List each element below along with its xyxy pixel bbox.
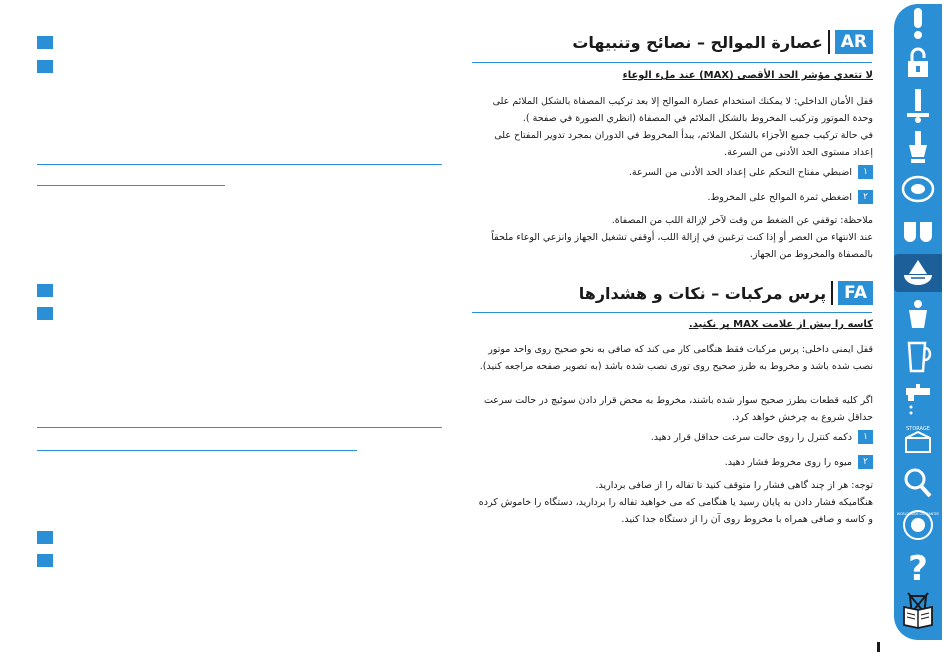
juicer-icon [901, 257, 935, 289]
ar-title: عصارة الموالح – نصائح وتنبيهات [572, 32, 823, 52]
step-number: ٢ [858, 190, 873, 204]
step-text: اضغطي ثمرة الموالح على المخروط. [707, 191, 852, 203]
fa-note-1: توجه: هر از چند گاهی فشار را متوقف کنید تا تفاله را از صافی بردارید. [595, 480, 873, 491]
fa-rule [472, 312, 872, 313]
storage-label: STORAGE [906, 426, 930, 432]
left-marker [37, 554, 53, 567]
tab-warning[interactable] [894, 4, 942, 42]
tab-cups[interactable] [894, 212, 942, 250]
tab-manual[interactable] [898, 600, 938, 632]
tab-mixer[interactable] [894, 86, 942, 124]
chapter-sidebar [894, 4, 942, 640]
fa-step-1 [651, 430, 873, 444]
ar-paragraph-2: في حالة تركيب جميع الأجزاء بالشكل الملائم، يبدأ المخروط في الدوران بمجرد تدوير المفتاح على إعداد مستوى الحد الأدنى من السرعة. [494, 130, 873, 158]
page-marker [877, 642, 880, 652]
search-icon [902, 466, 934, 500]
warning-icon [903, 6, 933, 40]
cups-icon [901, 216, 935, 246]
left-marker [37, 60, 53, 73]
fa-step-2 [725, 455, 873, 469]
ar-note-1: ملاحظة: توقفي عن الضغط من وقت لآخر لإزالة اللب من المصفاة. [611, 215, 873, 226]
globe-icon [896, 508, 940, 542]
left-rule [37, 450, 357, 451]
tab-slicer[interactable] [894, 170, 942, 208]
ar-heading [572, 27, 873, 57]
step-text: دکمه کنترل را روی حالت سرعت حداقل قرار دهید. [650, 431, 852, 443]
guarantee-label: WORLD-WIDE GUARANTEE [896, 512, 940, 516]
tab-questions[interactable] [894, 548, 942, 589]
tab-safety[interactable] [894, 44, 942, 82]
ar-step-2 [707, 190, 873, 204]
fa-heading [579, 278, 873, 308]
step-number: ١ [858, 165, 873, 179]
tap-icon [902, 382, 934, 416]
fa-note-2: هنگامیکه فشار دادن به پایان رسید یا هنگامی که می خواهید تفاله را بردارید، دستگاه را خاموش کرده و کاسه و صافی همراه با مخروط روی آن را از دستگاه جدا کنید. [478, 497, 873, 525]
tab-jug[interactable] [894, 338, 942, 376]
ar-paragraph-1: قفل الأمان الداخلي: لا يمكنك استخدام عصارة الموالح إلا بعد تركيب المصفاة بالشكل الملائم على وحدة الموتور وتركيب المخروط بالشكل الملائم في المصفاة (انظري الصورة في صفحة ). [492, 96, 873, 124]
heading-bar [828, 30, 830, 54]
tab-guarantee[interactable] [894, 506, 942, 544]
left-rule [37, 164, 442, 165]
tab-blender[interactable] [894, 128, 942, 166]
language-badge-fa: FA [838, 281, 873, 305]
storage-icon [901, 424, 935, 458]
tab-mill[interactable] [894, 296, 942, 334]
ar-rule [472, 62, 872, 63]
fa-title: پرس مرکبات – نکات و هشدارها [578, 283, 827, 303]
left-rule [37, 427, 442, 428]
step-text: اضبطي مفتاح التحكم على إعداد الحد الأدنى من السرعة. [628, 166, 852, 178]
fa-paragraph-1: قفل ایمنی داخلی: پرس مرکبات فقط هنگامی کار می کند که صافی به نحو صحیح روی واحد موتور نصب شده باشد و مخروط به طرز صحیح روی توری نصب شده باشد (به تصویر صفحه مراجعه کنید). [479, 344, 873, 372]
ar-step-1 [629, 165, 873, 179]
lock-icon [903, 46, 933, 80]
step-number: ١ [858, 430, 873, 444]
jug-icon [903, 340, 933, 374]
disc-icon [901, 174, 935, 204]
mill-icon [903, 298, 933, 332]
left-marker [37, 36, 53, 49]
ar-warning: لا تتعدي مؤشر الحد الأقصى (MAX) عند ملء الوعاء [622, 70, 873, 81]
left-marker [37, 307, 53, 320]
tab-storage[interactable] [894, 422, 942, 460]
mixer-icon [903, 87, 933, 123]
question-icon [903, 549, 933, 589]
book-icon [902, 603, 934, 629]
step-text: میوه را روی مخروط فشار دهید. [724, 456, 852, 468]
ar-note-2: عند الانتهاء من العصر أو إذا كنت ترغبين في إزالة اللب، أوقفي تشغيل الجهاز وانزعي الوعاء ملحقاً بالمصفاة والمخروط من الجهاز. [491, 232, 873, 260]
fa-warning: کاسه را بیش از علامت MAX پر نکنید. [688, 319, 873, 330]
step-number: ٢ [858, 455, 873, 469]
fa-paragraph-2: اگر کلیه قطعات بطرز صحیح سوار شده باشند، مخروط به محض قرار دادن سوئیچ در حالت سرعت حداقل شروع به چرخش خواهد کرد. [483, 395, 873, 423]
left-marker [37, 531, 53, 544]
blender-icon [903, 129, 933, 165]
heading-bar [831, 281, 833, 305]
left-rule [37, 185, 225, 186]
question-mark: ? [908, 549, 928, 589]
tab-citrus-press[interactable] [894, 254, 942, 292]
left-marker [37, 284, 53, 297]
tab-troubleshooting[interactable] [894, 464, 942, 502]
language-badge-ar: AR [835, 30, 873, 54]
tab-cleaning[interactable] [894, 380, 942, 418]
